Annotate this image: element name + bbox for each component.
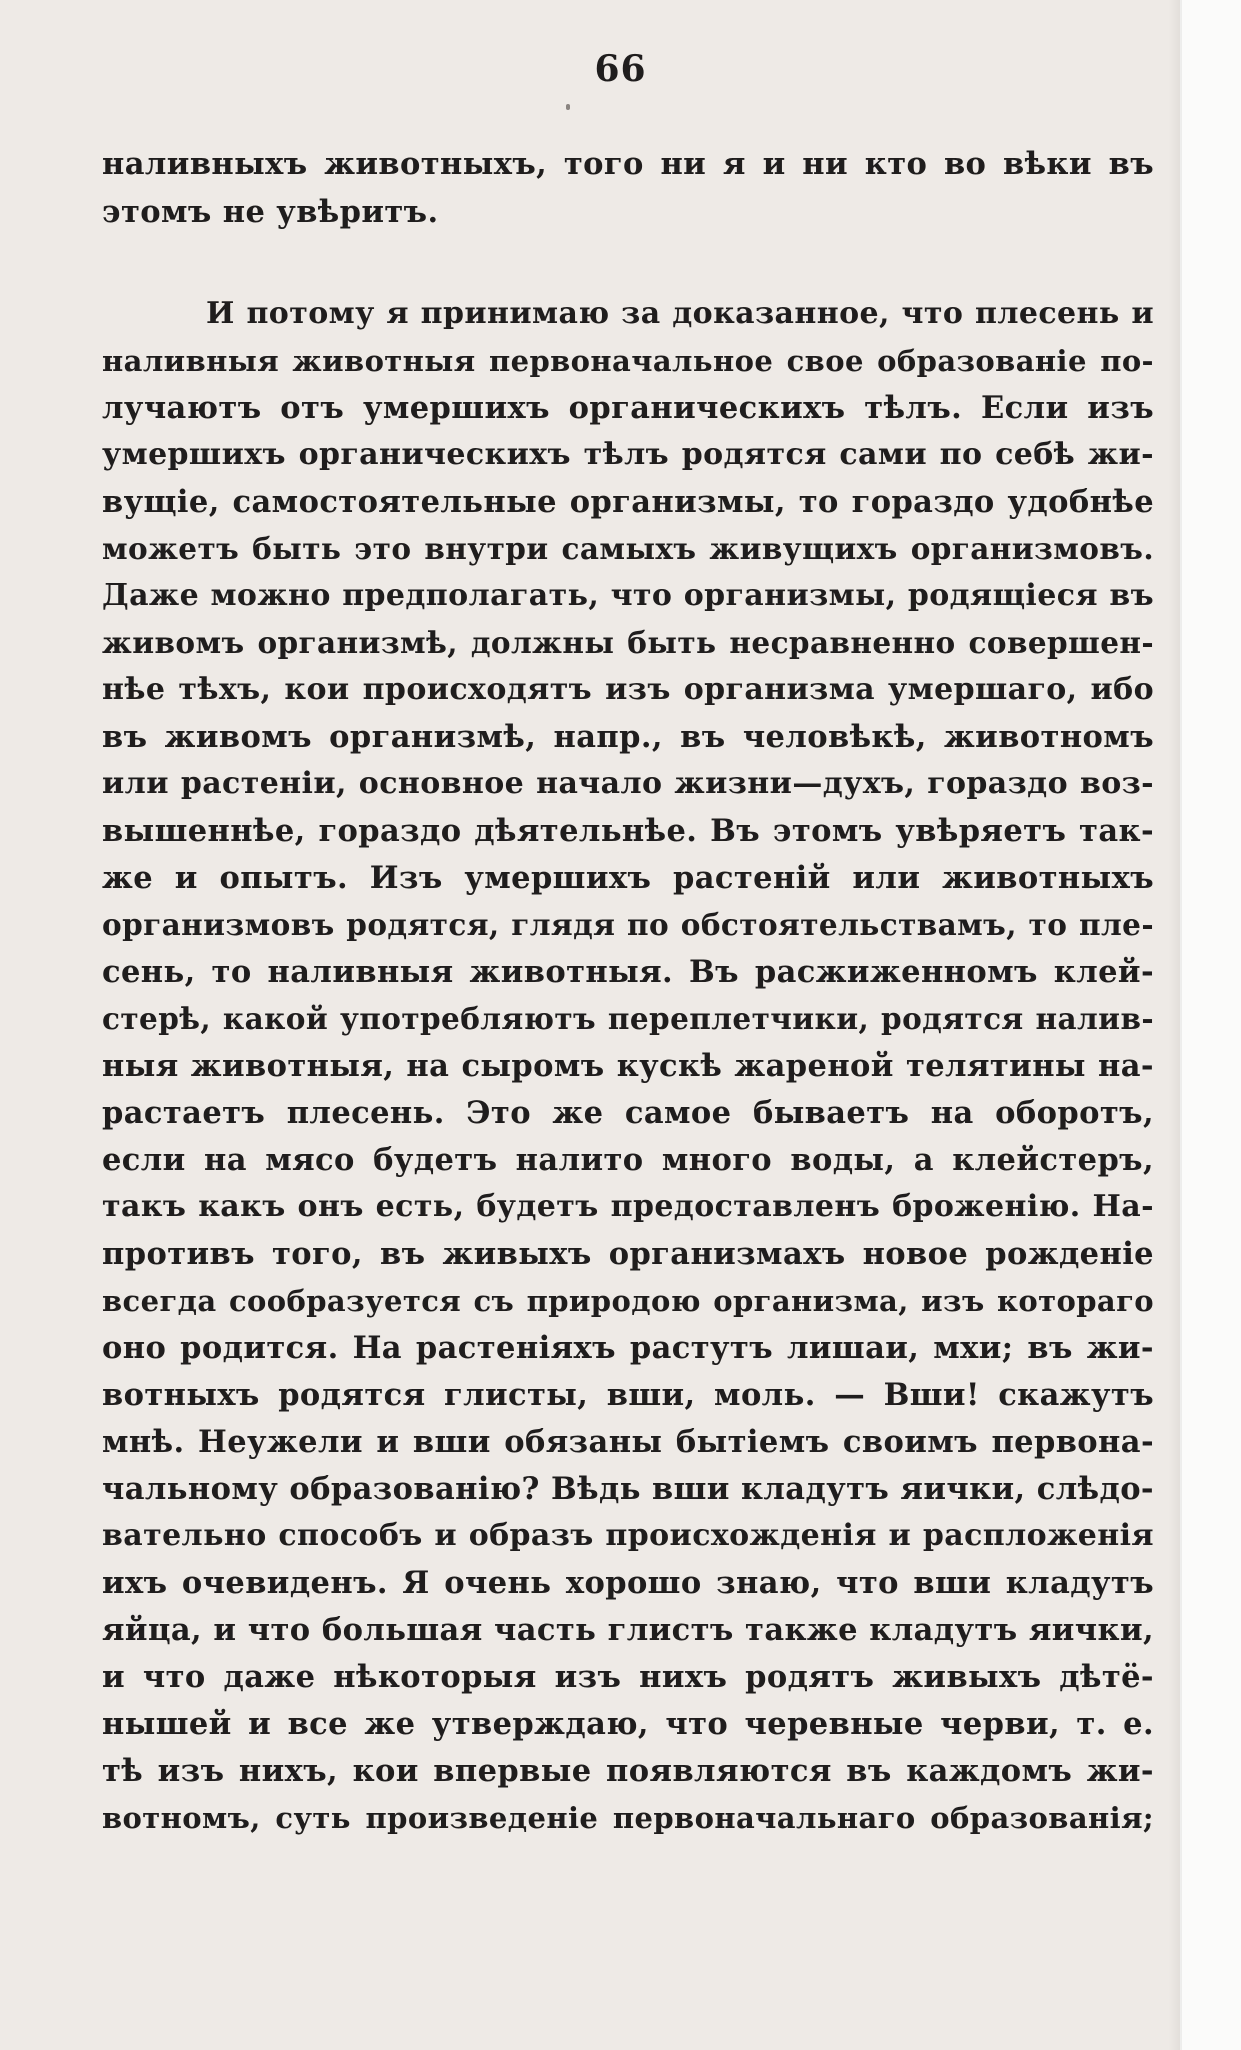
text-line: Даже можно предполагать, что организмы, родящіеся въ — [102, 578, 1154, 613]
text-line: ихъ очевиденъ. Я очень хорошо знаю, что вши кладутъ — [102, 1565, 1154, 1601]
text-line: такъ какъ онъ есть, будетъ предоставленъ броженію. На- — [102, 1189, 1154, 1224]
page-margin — [1180, 0, 1241, 2050]
text-line: умершихъ органическихъ тѣлъ родятся сами по себѣ жи- — [102, 437, 1154, 472]
text-line: или растеніи, основное начало жизни—духъ, гораздо воз- — [102, 766, 1154, 801]
text-line: наливныхъ животныхъ, того ни я и ни кто во вѣки въ — [102, 146, 1154, 182]
text-line: тѣ изъ нихъ, кои впервые появляются въ каждомъ жи- — [102, 1753, 1154, 1789]
text-line: яйца, и что большая часть глистъ также кладутъ яички, — [102, 1612, 1154, 1648]
text-line: вотныхъ родятся глисты, вши, моль. — Вши! скажутъ — [102, 1377, 1154, 1413]
text-line: лучаютъ отъ умершихъ органическихъ тѣлъ. Если изъ — [102, 390, 1154, 426]
text-line: же и опытъ. Изъ умершихъ растеній или животныхъ — [102, 860, 1154, 896]
text-line: вательно способъ и образъ происхожденія и распложенія — [102, 1518, 1154, 1553]
text-line: всегда сообразуется съ природою организма, изъ котораго — [102, 1284, 1154, 1318]
text-line: мнѣ. Неужели и вши обязаны бытіемъ своимъ первона- — [102, 1424, 1154, 1460]
text-line: вущіе, самостоятельные организмы, то гораздо удобнѣе — [102, 484, 1154, 520]
text-line: нышей и все же утверждаю, что черевные черви, т. е. — [102, 1706, 1154, 1742]
text-line: организмовъ родятся, глядя по обстоятельствамъ, то пле- — [102, 907, 1154, 942]
text-line: оно родится. На растеніяхъ растутъ лишаи, мхи; въ жи- — [102, 1330, 1154, 1366]
text-line: сень, то наливныя животныя. Въ расжиженномъ клей- — [102, 954, 1154, 990]
text-line: вотномъ, суть произведеніе первоначальнаго образованія; — [102, 1801, 1154, 1835]
text-line: чальному образованію? Вѣдь вши кладутъ яички, слѣдо- — [102, 1471, 1154, 1507]
text-line: и что даже нѣкоторыя изъ нихъ родятъ живыхъ дѣтё- — [102, 1659, 1154, 1695]
text-line: вышеннѣе, гораздо дѣятельнѣе. Въ этомъ увѣряетъ так- — [102, 813, 1154, 849]
page-edge-shadow — [1168, 0, 1182, 2050]
text-line: если на мясо будетъ налито много воды, а клейстеръ, — [102, 1142, 1154, 1178]
text-line: этомъ не увѣритъ. — [102, 194, 439, 230]
text-line: нѣе тѣхъ, кои происходятъ изъ организма умершаго, ибо — [102, 672, 1154, 707]
text-line: стерѣ, какой употребляютъ переплетчики, родятся налив- — [102, 1001, 1154, 1036]
text-line: противъ того, въ живыхъ организмахъ новое рожденіе — [102, 1236, 1154, 1272]
text-line: можетъ быть это внутри самыхъ живущихъ организмовъ. — [102, 531, 1154, 566]
text-line: въ живомъ организмѣ, напр., въ человѣкѣ, животномъ — [102, 719, 1154, 755]
text-line: живомъ организмѣ, должны быть несравненно совершен- — [102, 625, 1154, 660]
text-line: наливныя животныя первоначальное свое образованіе по- — [102, 344, 1154, 378]
text-line: ныя животныя, на сыромъ кускѣ жареной телятины на- — [102, 1048, 1154, 1084]
text-line: растаетъ плесень. Это же самое бываетъ на оборотъ, — [102, 1095, 1154, 1131]
paper-speck — [566, 104, 570, 110]
page-number: 66 — [594, 48, 647, 90]
paragraph-first-line: И потому я принимаю за доказанное, что плесень и — [206, 296, 1154, 331]
